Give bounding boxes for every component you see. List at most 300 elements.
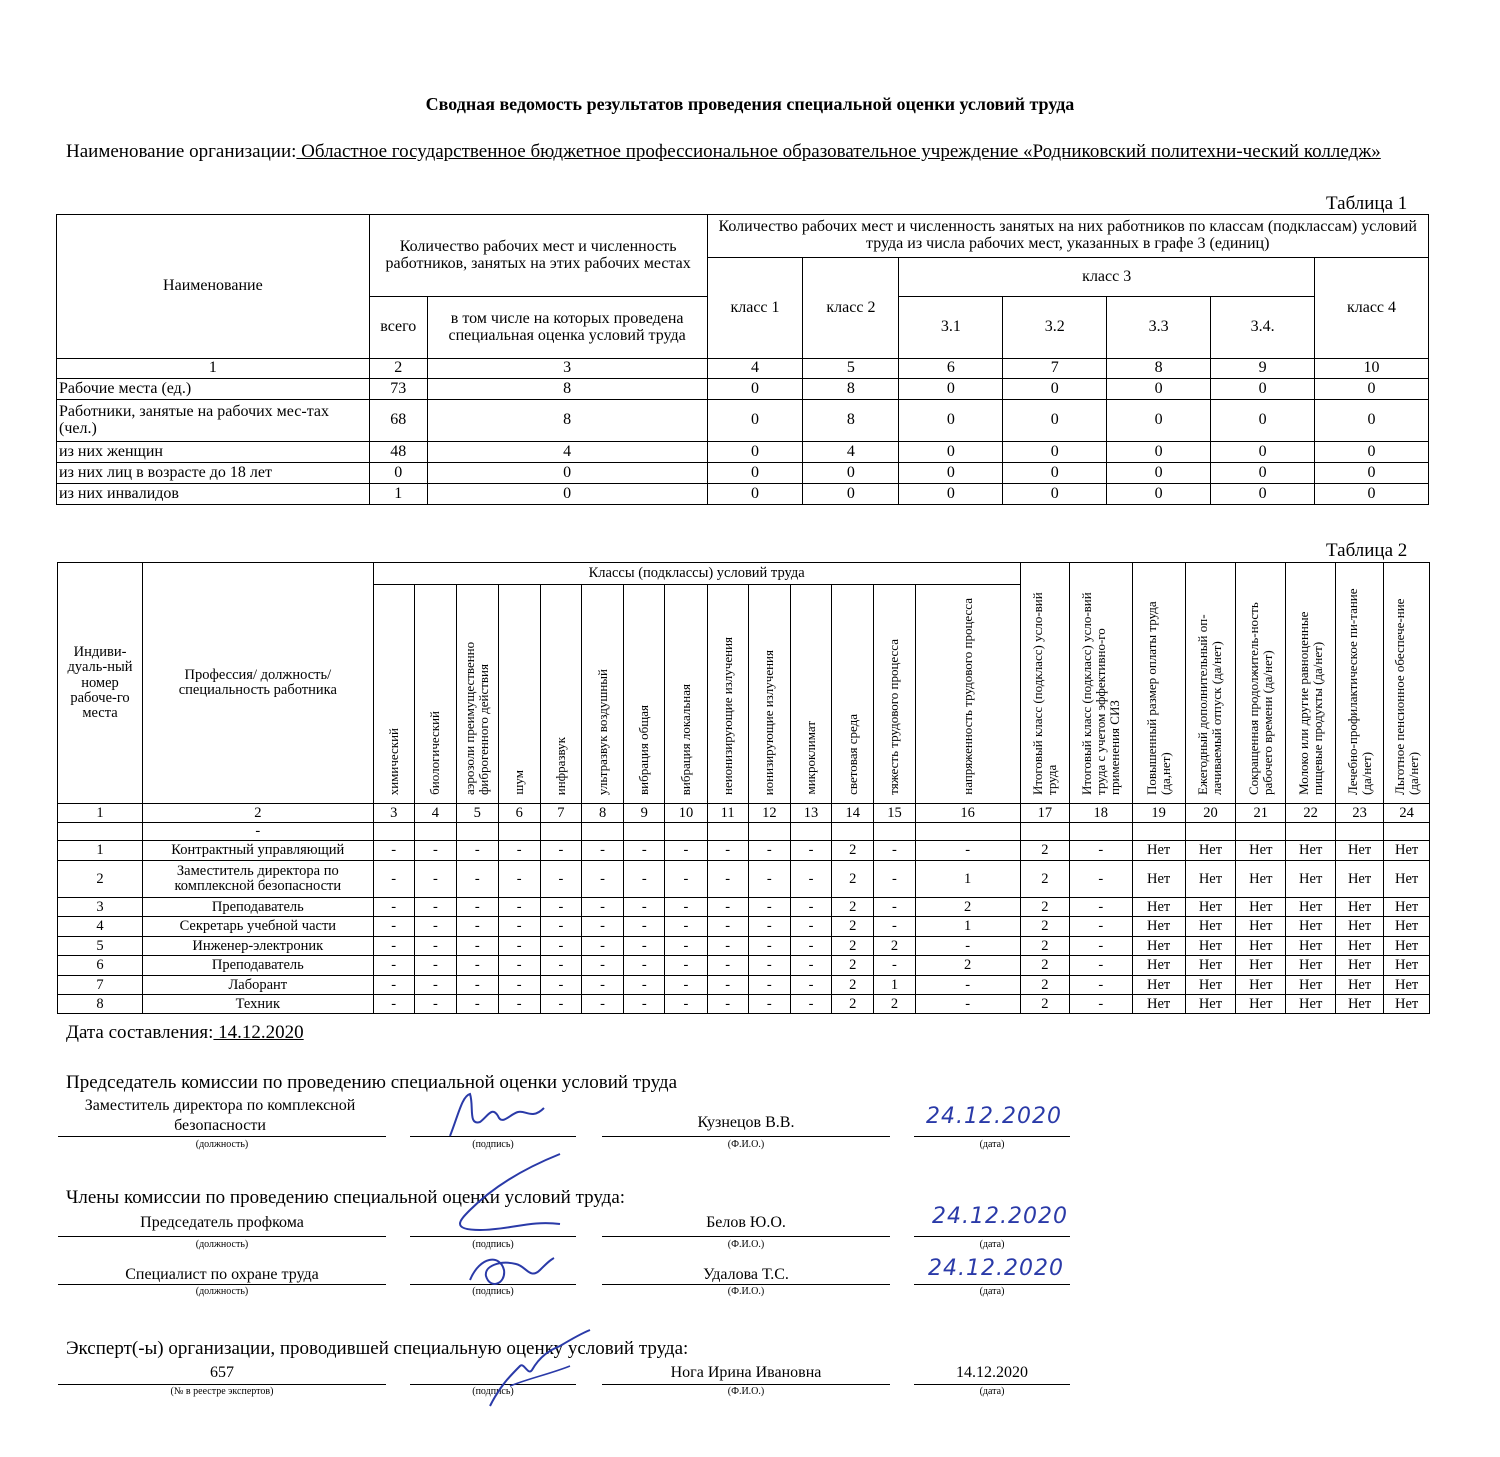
table1: [56, 214, 1429, 505]
members-heading: Члены комиссии по проведению специальной оценки условий труда:: [66, 1187, 626, 1208]
expert-signature-icon: [470, 1326, 600, 1416]
t2-cell: -: [373, 995, 414, 1014]
caption-date: (дата): [979, 1139, 1005, 1150]
caption-signature: (подпись): [472, 1139, 514, 1150]
t2-dash-cell: [1286, 823, 1335, 841]
t2-cell: Нет: [1335, 841, 1383, 861]
caption-registry: (№ в реестре экспертов): [170, 1386, 274, 1397]
t2-column-number: 8: [581, 804, 623, 823]
member1-fio: Белов Ю.О.: [706, 1214, 786, 1231]
t2-cell: -: [373, 898, 414, 917]
t2-header-extra: [1185, 563, 1235, 804]
t2-cell: -: [665, 898, 707, 917]
t2-cell: -: [915, 937, 1020, 956]
t2-column-number: 5: [456, 804, 498, 823]
t2-cell: Нет: [1185, 995, 1235, 1014]
t1-header-assessed: в том числе на которых проведена специальная оценка условий труда: [427, 297, 707, 359]
t2-header-extra-label: Лечебно-профилактическое пи-тание (да/нет): [1344, 588, 1374, 795]
t2-cell: Нет: [1132, 956, 1185, 976]
t2-cell: -: [707, 861, 748, 898]
t2-column-number: 24: [1384, 804, 1430, 823]
t2-dash-cell: [790, 823, 831, 841]
t2-cell: -: [665, 995, 707, 1014]
t2-cell: 2: [1020, 995, 1069, 1014]
t1-cell: 0: [1315, 484, 1429, 505]
t2-column-number: 19: [1132, 804, 1185, 823]
t2-row-id: 1: [58, 841, 143, 861]
t2-cell: -: [581, 976, 623, 995]
t1-header-name: Наименование: [57, 215, 370, 359]
member1-position: Председатель профкома: [140, 1214, 304, 1231]
date-value: 14.12.2020: [213, 1022, 304, 1043]
t2-cell: -: [498, 898, 540, 917]
t1-cell: 8: [803, 400, 899, 442]
t2-cell: -: [790, 995, 831, 1014]
t2-column-number: 14: [832, 804, 874, 823]
t2-cell: -: [707, 898, 748, 917]
t2-cell: Нет: [1236, 937, 1286, 956]
t2-cell: -: [1070, 937, 1132, 956]
t1-row: [57, 484, 1429, 505]
t2-dash-cell: [581, 823, 623, 841]
member2-fio: Удалова Т.С.: [703, 1266, 789, 1283]
t2-row-profession: Техник: [143, 995, 374, 1014]
t2-cell: 2: [1020, 937, 1069, 956]
t2-cell: -: [874, 861, 915, 898]
t2-cell: -: [498, 995, 540, 1014]
t1-cell: 48: [369, 442, 427, 463]
t1-cell: 0: [899, 484, 1003, 505]
t2-dash-cell: [1335, 823, 1383, 841]
t2-cell: -: [414, 861, 456, 898]
t2-cell: -: [915, 995, 1020, 1014]
t2-cell: 2: [1020, 841, 1069, 861]
t1-cell: 0: [1107, 463, 1211, 484]
t2-cell: -: [581, 898, 623, 917]
t2-cell: Нет: [1185, 976, 1235, 995]
t1-row-name: Работники, занятые на рабочих мес-тах (чел.): [57, 400, 370, 442]
t2-cell: Нет: [1236, 956, 1286, 976]
t2-cell: -: [581, 956, 623, 976]
t2-cell: -: [748, 861, 790, 898]
t2-cell: Нет: [1185, 956, 1235, 976]
t2-cell: Нет: [1384, 841, 1430, 861]
t1-cell: 0: [707, 379, 803, 400]
t2-header-extra: [1070, 563, 1132, 804]
t1-column-number: 8: [1107, 359, 1211, 379]
t2-header-factor-label: ионизирующие излучения: [761, 649, 777, 795]
t2-cell: Нет: [1335, 976, 1383, 995]
t2-cell: Нет: [1286, 917, 1335, 937]
t2-cell: -: [581, 995, 623, 1014]
t2-dash-cell: [915, 823, 1020, 841]
t2-header-factor-label: шум: [511, 770, 527, 795]
t2-column-number: 10: [665, 804, 707, 823]
t2-cell: Нет: [1236, 861, 1286, 898]
t2-cell: -: [456, 898, 498, 917]
chair-position: Заместитель директора по комплексной безопасности: [84, 1097, 356, 1134]
t2-dash-cell: -: [143, 823, 374, 841]
t1-row-name: из них женщин: [57, 442, 370, 463]
t2-cell: -: [707, 917, 748, 937]
t2-header-factor-label: микроклимат: [803, 721, 819, 795]
caption-fio: (Ф.И.О.): [727, 1139, 765, 1150]
t2-cell: -: [1070, 995, 1132, 1014]
t2-cell: -: [540, 898, 581, 917]
t2-header-factor: [456, 585, 498, 804]
t2-cell: 2: [1020, 917, 1069, 937]
t1-column-number: 10: [1315, 359, 1429, 379]
t2-header-factor: [665, 585, 707, 804]
t2-cell: -: [624, 841, 665, 861]
t2-cell: -: [373, 976, 414, 995]
t2-dash-cell: [1132, 823, 1185, 841]
t2-header-factor: [624, 585, 665, 804]
t2-cell: -: [1070, 898, 1132, 917]
t1-column-number: 6: [899, 359, 1003, 379]
t1-cell: 0: [803, 463, 899, 484]
chair-heading: Председатель комиссии по проведению специальной оценки условий труда: [66, 1072, 677, 1093]
t1-cell: 0: [1211, 484, 1315, 505]
t2-column-number: 2: [143, 804, 374, 823]
caption-signature: (подпись): [472, 1386, 514, 1397]
t2-cell: 2: [1020, 898, 1069, 917]
t2-cell: -: [874, 956, 915, 976]
organization-name: Областное государственное бюджетное профессиональное образовательное учреждение «Родниковский политехни-ческий колледж»: [296, 141, 1381, 162]
t2-header-extra: [1132, 563, 1185, 804]
t2-row-id: 2: [58, 861, 143, 898]
t2-cell: -: [707, 976, 748, 995]
t2-cell: -: [456, 841, 498, 861]
t2-cell: -: [790, 956, 831, 976]
t1-cell: 0: [1211, 400, 1315, 442]
t1-column-number: 7: [1003, 359, 1107, 379]
t2-column-number: 9: [624, 804, 665, 823]
t2-header-factor: [581, 585, 623, 804]
t1-cell: 0: [427, 484, 707, 505]
t1-cell: 0: [899, 400, 1003, 442]
expert-registry-line: [58, 1384, 386, 1385]
t1-column-number: 4: [707, 359, 803, 379]
t2-cell: -: [456, 956, 498, 976]
t2-column-number: 13: [790, 804, 831, 823]
expert-registry-number: 657: [210, 1364, 234, 1381]
t2-cell: -: [581, 917, 623, 937]
t2-cell: 2: [832, 956, 874, 976]
t2-row-id: 3: [58, 898, 143, 917]
t1-cell: 0: [707, 463, 803, 484]
t2-cell: Нет: [1185, 917, 1235, 937]
t2-cell: -: [624, 898, 665, 917]
caption-date: (дата): [979, 1386, 1005, 1397]
t2-row-id: 8: [58, 995, 143, 1014]
t2-header-factor: [707, 585, 748, 804]
t2-dash-cell: [498, 823, 540, 841]
t2-cell: Нет: [1185, 937, 1235, 956]
t2-cell: -: [748, 841, 790, 861]
t1-cell: 0: [707, 484, 803, 505]
t1-cell: 68: [369, 400, 427, 442]
t2-column-number: 7: [540, 804, 581, 823]
t2-cell: -: [414, 976, 456, 995]
t2-header-factor: [915, 585, 1020, 804]
t2-cell: -: [498, 841, 540, 861]
t2-header-factor-label: вибрация общая: [636, 705, 652, 795]
t2-row: [58, 861, 1430, 898]
t1-cell: 0: [899, 463, 1003, 484]
t1-cell: 0: [1107, 442, 1211, 463]
t2-row-profession: Контрактный управляющий: [143, 841, 374, 861]
t2-cell: -: [665, 937, 707, 956]
t2-dash-cell: [1070, 823, 1132, 841]
t1-header-c31: 3.1: [899, 297, 1003, 359]
t2-cell: Нет: [1286, 956, 1335, 976]
t1-cell: 1: [369, 484, 427, 505]
t1-column-numbers: [57, 359, 1429, 379]
t2-header-extra-label: Сокращенная продолжитель-ность рабочего времени (да/нет): [1245, 602, 1275, 795]
t2-row-id: 6: [58, 956, 143, 976]
t2-cell: -: [540, 841, 581, 861]
t1-header-class3: класс 3: [899, 258, 1315, 297]
t1-cell: 0: [1211, 379, 1315, 400]
caption-fio: (Ф.И.О.): [727, 1386, 765, 1397]
t2-cell: -: [624, 937, 665, 956]
t2-dash-cell: [874, 823, 915, 841]
t2-cell: 2: [1020, 976, 1069, 995]
t2-cell: -: [665, 917, 707, 937]
t1-body: [57, 359, 1429, 505]
caption-signature: (подпись): [472, 1286, 514, 1297]
t2-header-extra: [1335, 563, 1383, 804]
t2-cell: -: [624, 976, 665, 995]
t2-dash-cell: [1384, 823, 1430, 841]
t2-header-factor-label: напряженность трудового процесса: [959, 598, 975, 795]
t2-header-factor: [832, 585, 874, 804]
t1-header-c34: 3.4.: [1211, 297, 1315, 359]
t1-cell: 0: [899, 442, 1003, 463]
t2-column-number: 17: [1020, 804, 1069, 823]
t2-cell: Нет: [1185, 861, 1235, 898]
t2-header-factor: [748, 585, 790, 804]
t2-header-factor: [373, 585, 414, 804]
t2-cell: 1: [874, 976, 915, 995]
t1-cell: 0: [1003, 484, 1107, 505]
t2-cell: 2: [832, 861, 874, 898]
t2-cell: -: [498, 937, 540, 956]
t1-header-class2: класс 2: [803, 258, 899, 359]
t2-dash-cell: [58, 823, 143, 841]
t2-cell: Нет: [1286, 861, 1335, 898]
t2-cell: -: [456, 937, 498, 956]
t1-header-class4: класс 4: [1315, 258, 1429, 359]
t2-header-profession: Профессия/ должность/ специальность работника: [143, 563, 374, 804]
t2-row-profession: Секретарь учебной части: [143, 917, 374, 937]
t2-cell: -: [540, 995, 581, 1014]
t1-cell: 4: [427, 442, 707, 463]
t2-row-profession: Преподаватель: [143, 898, 374, 917]
expert-date: 14.12.2020: [956, 1364, 1028, 1381]
chair-date-handwritten: 24.12.2020: [926, 1104, 1062, 1129]
t2-cell: Нет: [1132, 976, 1185, 995]
t2-header-classes: Классы (подклассы) условий труда: [373, 563, 1020, 585]
t2-cell: -: [707, 841, 748, 861]
t2-cell: -: [874, 841, 915, 861]
t2-cell: -: [915, 841, 1020, 861]
caption-date: (дата): [979, 1239, 1005, 1250]
t2-row: [58, 917, 1430, 937]
t2-cell: Нет: [1335, 917, 1383, 937]
t2-cell: 2: [832, 995, 874, 1014]
t2-column-number: 1: [58, 804, 143, 823]
t1-cell: 0: [1003, 400, 1107, 442]
t2-cell: -: [665, 976, 707, 995]
caption-signature: (подпись): [472, 1239, 514, 1250]
t2-dash-cell: [414, 823, 456, 841]
t2-header-extra-label: Молоко или другие равноценные пищевые продукты (да/нет): [1295, 611, 1325, 795]
t2-row-id: 7: [58, 976, 143, 995]
t2-cell: Нет: [1384, 898, 1430, 917]
t2-cell: -: [1070, 861, 1132, 898]
t2-header-extra-label: Повышенный размер оплаты труда (да,нет): [1143, 601, 1173, 795]
t2-header-extra-label: Льготное пенсионное обеспече-ние (да/нет): [1391, 598, 1421, 795]
t1-cell: 0: [1211, 463, 1315, 484]
t2-cell: Нет: [1132, 937, 1185, 956]
t2-header-extra: [1020, 563, 1069, 804]
t2-cell: -: [456, 976, 498, 995]
table1-caption: Таблица 1: [1326, 193, 1408, 214]
t2-cell: -: [874, 917, 915, 937]
t2-cell: Нет: [1132, 841, 1185, 861]
t2-header-extra: [1384, 563, 1430, 804]
caption-position: (должность): [195, 1286, 249, 1297]
t1-header-total: всего: [369, 297, 427, 359]
member2-date-line: [914, 1284, 1070, 1285]
t2-cell: Нет: [1286, 976, 1335, 995]
t2-cell: Нет: [1236, 917, 1286, 937]
t2-cell: Нет: [1335, 937, 1383, 956]
t1-header-group-a: Количество рабочих мест и численность работников, занятых на этих рабочих местах: [369, 215, 707, 297]
t1-cell: 0: [803, 484, 899, 505]
t2-cell: -: [373, 956, 414, 976]
t2-column-number: 15: [874, 804, 915, 823]
date-line: [66, 1022, 304, 1044]
member1-date-line: [914, 1236, 1070, 1237]
t2-cell: -: [624, 861, 665, 898]
t2-cell: -: [414, 841, 456, 861]
caption-fio: (Ф.И.О.): [727, 1239, 765, 1250]
t2-header-factor-label: аэрозоли преимущественно фиброгенного действия: [462, 641, 492, 795]
chair-fio: Кузнецов В.В.: [697, 1114, 795, 1131]
t2-cell: Нет: [1335, 956, 1383, 976]
t2-cell: Нет: [1236, 841, 1286, 861]
t2-header-id: Индиви-дуаль-ный номер рабоче-го места: [58, 563, 143, 804]
document-title: Сводная ведомость результатов проведения специальной оценки условий труда: [425, 94, 1075, 114]
t2-row: [58, 995, 1430, 1014]
t2-cell: -: [665, 861, 707, 898]
t1-header-class1: класс 1: [707, 258, 803, 359]
t2-cell: Нет: [1286, 995, 1335, 1014]
t2-cell: Нет: [1132, 861, 1185, 898]
t2-column-number: 22: [1286, 804, 1335, 823]
t2-column-number: 23: [1335, 804, 1383, 823]
t2-cell: -: [1070, 917, 1132, 937]
t2-cell: -: [1070, 956, 1132, 976]
t2-row: [58, 841, 1430, 861]
t2-cell: -: [790, 976, 831, 995]
t2-cell: -: [624, 956, 665, 976]
t2-body: [58, 804, 1430, 1014]
t1-column-number: 1: [57, 359, 370, 379]
t2-cell: Нет: [1384, 917, 1430, 937]
t2-header-factor: [790, 585, 831, 804]
t2-cell: -: [748, 995, 790, 1014]
t2-column-number: 21: [1236, 804, 1286, 823]
t2-cell: -: [665, 956, 707, 976]
caption-date: (дата): [979, 1286, 1005, 1297]
t2-cell: -: [748, 917, 790, 937]
t2-cell: Нет: [1132, 898, 1185, 917]
t2-cell: Нет: [1286, 898, 1335, 917]
t2-cell: -: [790, 917, 831, 937]
t2-cell: 2: [832, 841, 874, 861]
t2-cell: -: [540, 861, 581, 898]
t2-cell: -: [414, 937, 456, 956]
t2-cell: Нет: [1286, 937, 1335, 956]
t2-cell: -: [624, 917, 665, 937]
t2-header-factor: [414, 585, 456, 804]
table2: [57, 562, 1430, 1014]
t2-row-id: 5: [58, 937, 143, 956]
t2-cell: -: [790, 898, 831, 917]
member2-position-line: [58, 1284, 386, 1285]
t2-column-number: 20: [1185, 804, 1235, 823]
t2-column-number: 3: [373, 804, 414, 823]
t2-cell: -: [707, 956, 748, 976]
member1-signature-icon: [420, 1150, 580, 1240]
t2-cell: Нет: [1236, 898, 1286, 917]
t2-cell: -: [498, 861, 540, 898]
t1-cell: 0: [1107, 379, 1211, 400]
t2-dash-cell: [1185, 823, 1235, 841]
expert-heading: Эксперт(-ы) организации, проводившей специальную оценку условий труда:: [66, 1338, 689, 1359]
t2-cell: -: [373, 937, 414, 956]
member1-fio-line: [602, 1236, 890, 1237]
t1-cell: 0: [1003, 463, 1107, 484]
t2-cell: -: [414, 956, 456, 976]
t2-dash-cell: [373, 823, 414, 841]
t2-dash-cell: [665, 823, 707, 841]
organization-line: [66, 140, 1421, 164]
member2-date-handwritten: 24.12.2020: [928, 1256, 1064, 1281]
t2-cell: 1: [915, 861, 1020, 898]
t2-cell: Нет: [1335, 995, 1383, 1014]
t1-column-number: 2: [369, 359, 427, 379]
t1-cell: 0: [707, 400, 803, 442]
t2-cell: -: [373, 861, 414, 898]
t1-cell: 0: [1003, 379, 1107, 400]
t2-cell: -: [748, 937, 790, 956]
t2-cell: -: [456, 995, 498, 1014]
chair-signature-icon: [440, 1086, 560, 1146]
t2-header-factor-label: инфразвук: [552, 736, 568, 795]
t2-cell: -: [581, 861, 623, 898]
t1-row: [57, 463, 1429, 484]
t1-row: [57, 442, 1429, 463]
t2-header-factor-label: ультразвук воздушный: [594, 668, 610, 795]
chair-date-line: [914, 1136, 1070, 1137]
t2-column-number: 4: [414, 804, 456, 823]
expert-fio-line: [602, 1384, 890, 1385]
